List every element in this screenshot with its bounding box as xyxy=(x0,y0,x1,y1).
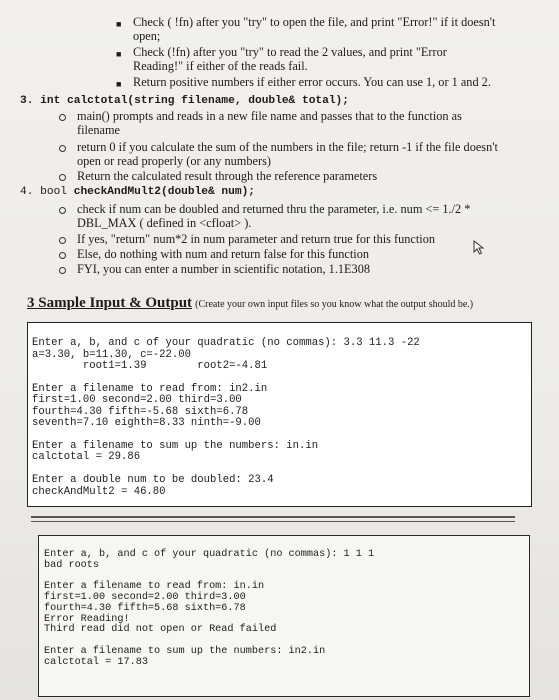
return-type: bool xyxy=(40,186,68,198)
item-4-heading xyxy=(20,185,255,199)
item-number: 4. xyxy=(20,186,34,198)
console-line: first=1.00 second=2.00 third=3.00 xyxy=(44,591,246,603)
console-line: Enter a double num to be doubled: 23.4 xyxy=(32,474,274,487)
circle-bullet-icon xyxy=(59,207,66,214)
console-output-2-lines xyxy=(44,539,374,669)
console-line: fourth=4.30 fifth=-5.68 sixth=6.78 xyxy=(32,405,249,418)
console-line: Enter a filename to sum up the numbers: in.in xyxy=(32,440,319,453)
console-line: Enter a filename to sum up the numbers: in2.in xyxy=(44,645,326,657)
list-text: Return positive numbers if either error occurs. You can use 1, or 1 and 2. xyxy=(133,75,491,89)
section-note: (Create your own input files so you know what the output should be.) xyxy=(195,299,474,310)
list-text: Check (!fn) after you "try" to read the 2 values, and print "Error xyxy=(133,45,447,59)
circle-bullet-icon xyxy=(59,114,66,121)
console-line: checkAndMult2 = 46.80 xyxy=(32,485,166,498)
item-number: 3. xyxy=(20,95,34,107)
item-3-heading xyxy=(20,94,349,108)
console-line: a=3.30, b=11.30, c=-22.00 xyxy=(32,348,191,361)
console-line: Error Reading! xyxy=(44,613,130,625)
sub-item-text: FYI, you can enter a number in scientific notation, 1.1E308 xyxy=(77,262,370,276)
sub-item-text: DBL_MAX ( defined in <cfloat> ). xyxy=(77,216,252,230)
console-line: first=1.00 second=2.00 third=3.00 xyxy=(32,394,242,407)
console-line: calctotal = 29.86 xyxy=(32,451,141,464)
sub-item-text: check if num can be doubled and returned thru the parameter, i.e. num <= 1./2 * xyxy=(77,202,471,216)
square-bullet-icon: ■ xyxy=(116,79,122,89)
separator-line xyxy=(31,521,515,522)
console-line: Enter a filename to read from: in2.in xyxy=(32,383,268,396)
console-line: root1=1.39 root2=-4.81 xyxy=(32,360,268,373)
mouse-pointer-icon xyxy=(473,240,485,256)
console-line: fourth=4.30 fifth=5.68 sixth=6.78 xyxy=(44,602,246,614)
sub-item-text: Else, do nothing with num and return false for this function xyxy=(77,247,369,261)
sub-item-text: If yes, "return" num*2 in num parameter and return true for this function xyxy=(77,232,436,246)
console-line: Enter a, b, and c of your quadratic (no commas): 1 1 1 xyxy=(44,548,375,560)
circle-bullet-icon xyxy=(59,252,66,259)
console-line: seventh=7.10 eighth=8.33 ninth=-9.00 xyxy=(32,417,261,430)
list-text: Reading!" if either of the reads fail. xyxy=(133,59,308,73)
function-signature: int calctotal(string filename, double& total); xyxy=(40,95,349,107)
sub-item-text: main() prompts and reads in a new file name and passes that to the function as xyxy=(77,109,462,123)
list-text: open; xyxy=(133,29,161,43)
console-line: Enter a, b, and c of your quadratic (no commas): 3.3 11.3 -22 xyxy=(32,337,420,350)
square-bullet-icon: ■ xyxy=(116,49,122,59)
circle-bullet-icon xyxy=(59,174,66,181)
console-line: calctotal = 17.83 xyxy=(44,656,148,668)
console-line: bad roots xyxy=(44,559,100,571)
sub-item-text: return 0 if you calculate the sum of the numbers in the file; return -1 if the file doesn't xyxy=(77,140,498,154)
square-bullet-icon: ■ xyxy=(116,19,122,29)
sub-item-text: open or read properly (or any numbers) xyxy=(77,154,271,168)
console-output-1-lines xyxy=(32,327,420,498)
circle-bullet-icon xyxy=(59,237,66,244)
sub-item-text: filename xyxy=(77,123,121,137)
section-title: 3 Sample Input & Output xyxy=(27,295,193,311)
circle-bullet-icon xyxy=(59,145,66,152)
list-text: Check ( !fn) after you "try" to open the file, and print "Error!" if it doesn't xyxy=(133,15,496,29)
console-line: Third read did not open or Read failed xyxy=(44,624,277,636)
section-heading xyxy=(27,294,473,314)
console-line: Enter a filename to read from: in.in xyxy=(44,581,265,593)
circle-bullet-icon xyxy=(59,267,66,274)
sub-item-text: Return the calculated result through the reference parameters xyxy=(77,169,378,183)
separator-line xyxy=(31,516,515,518)
function-signature: checkAndMult2(double& num); xyxy=(73,186,256,198)
